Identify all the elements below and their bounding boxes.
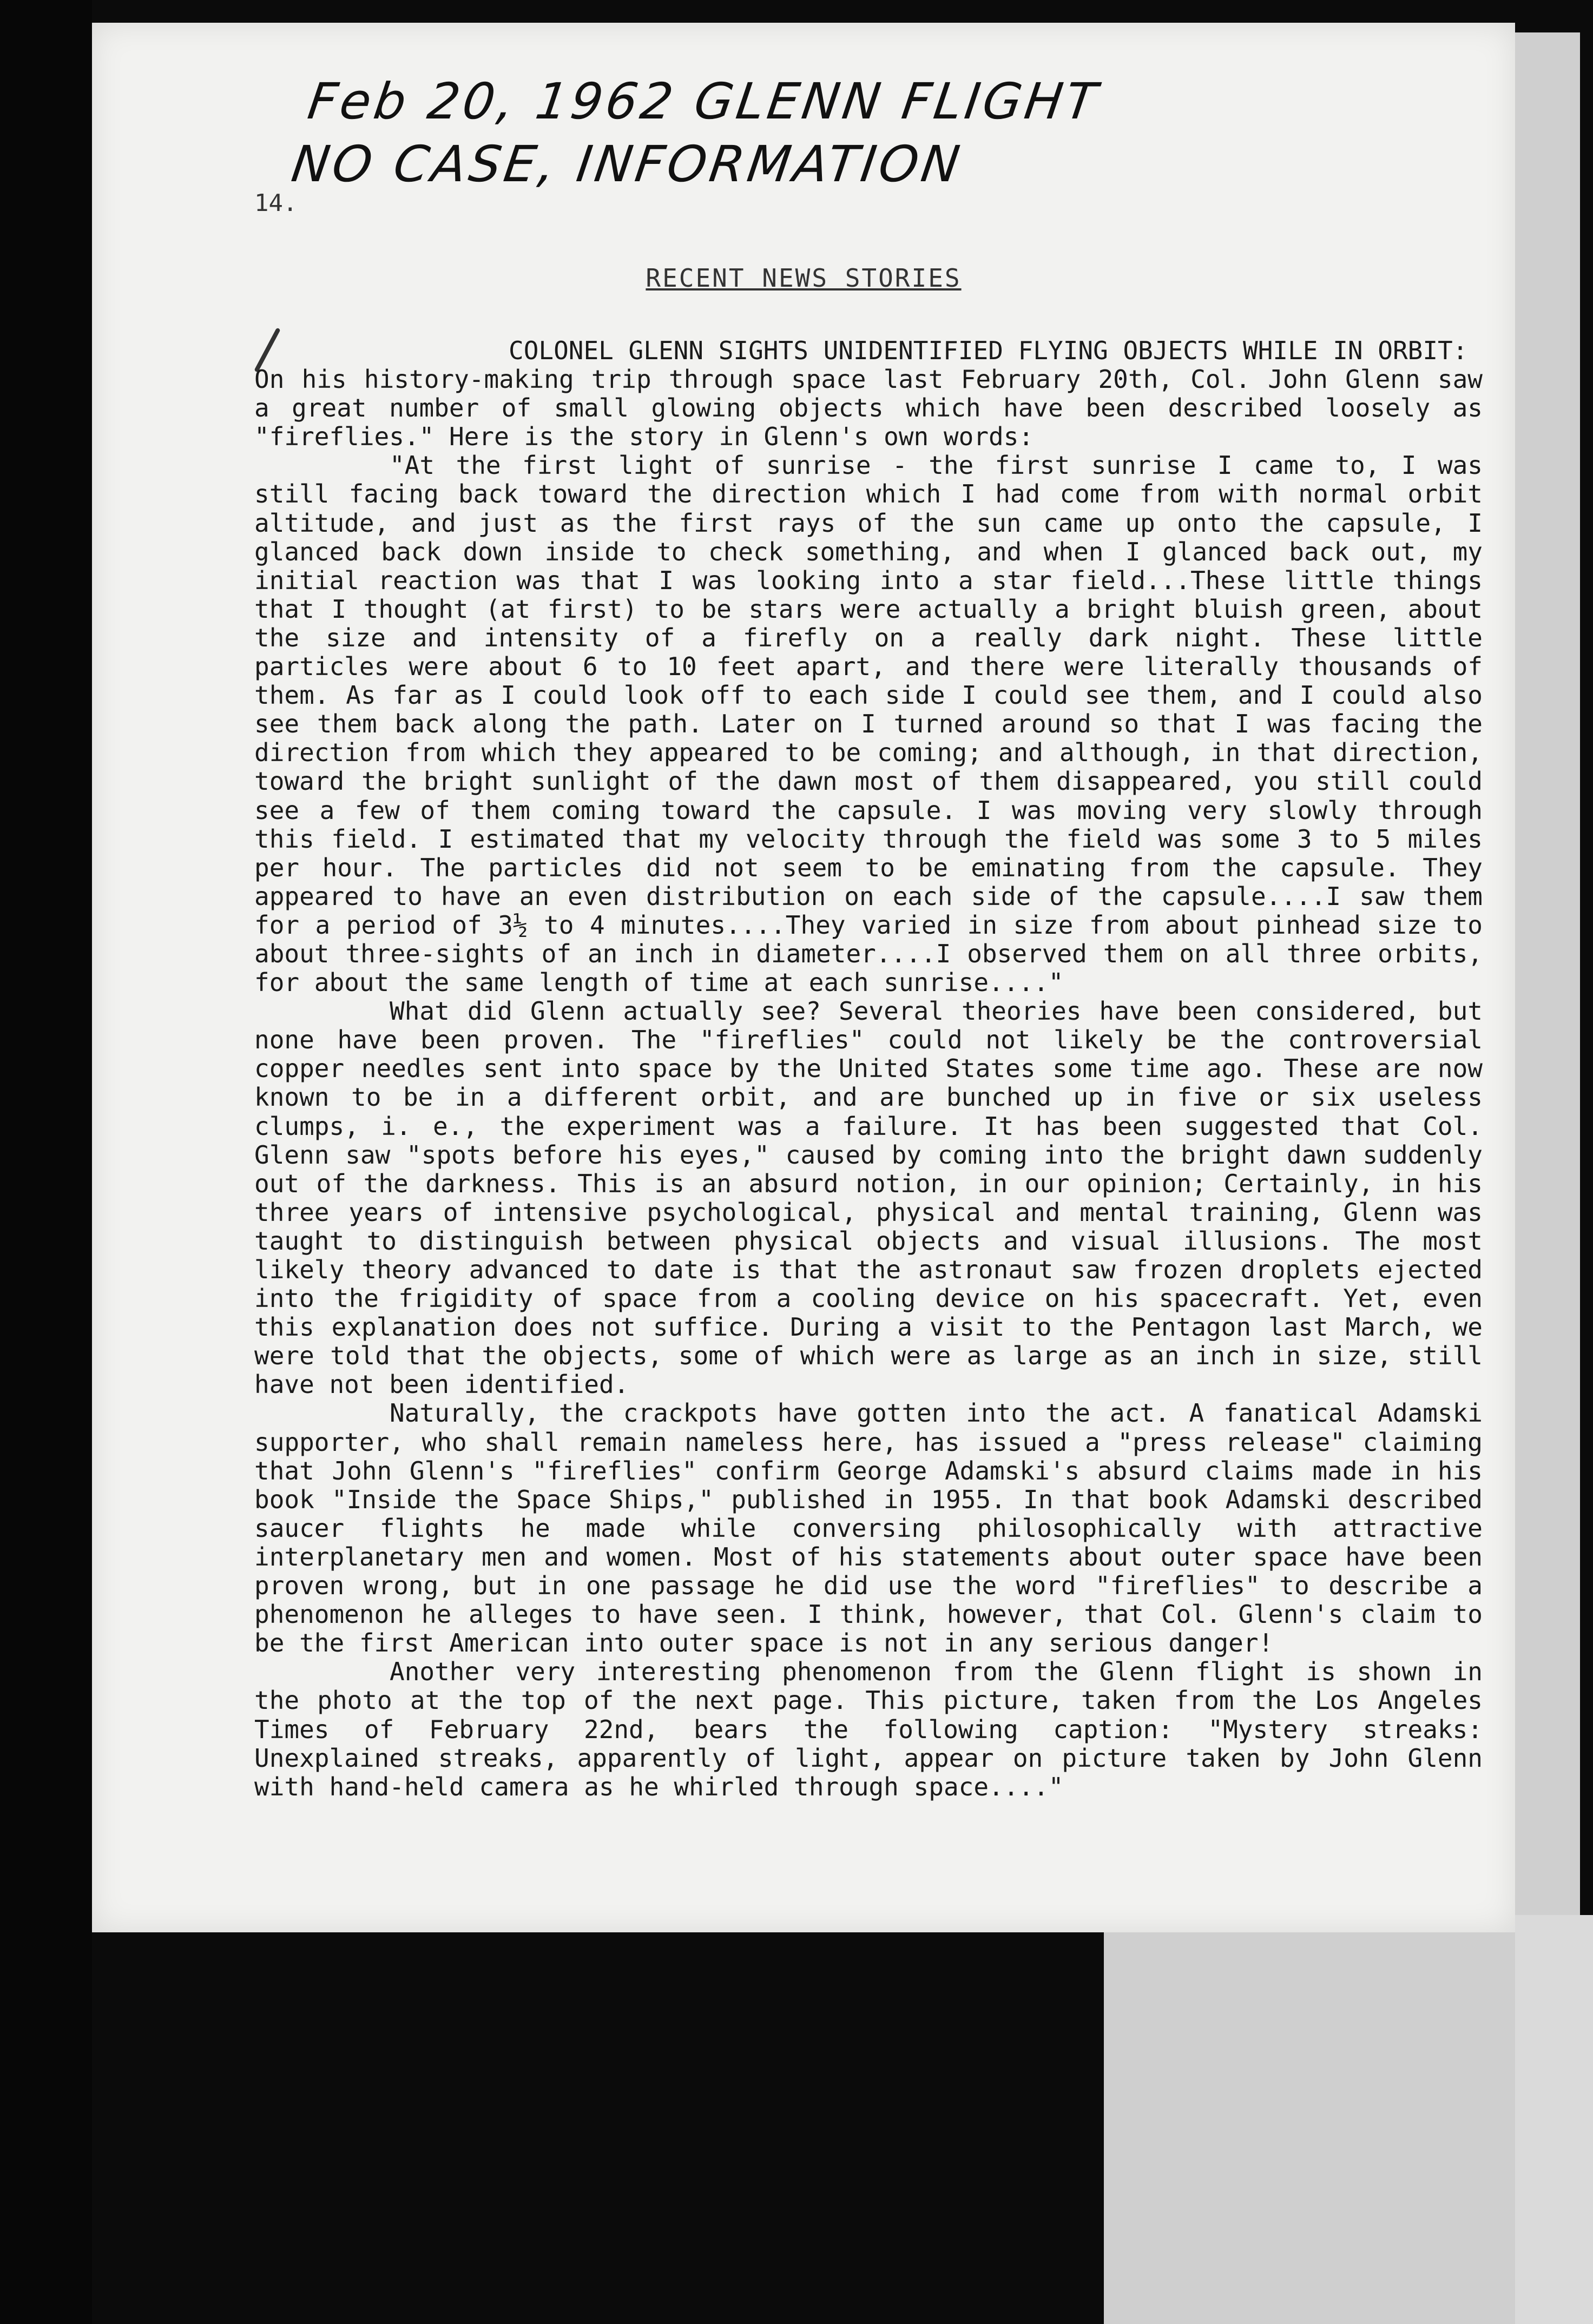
article-paragraph-quote: "At the first light of sunrise - the first sunrise I came to, I was still facing back toward the direction which I had come from with normal orbit altitude, and just as the first rays of the sun came up onto the capsule, I glanced back down inside to check something, and when I glanced back out, my initial reaction was that I was looking into a star field...These little things that I thought (at first) to be stars were actually a bright bluish green, about the size and intensity of a firefly on a really dark night. These little particles were about 6 to 10 feet apart, and there were literally thousands of them. As far as I could look off to each side I could see them, and I could also see them back along the path. Later on I turned around so that I was facing the direction from which they appeared to be coming; and although, in that direction, toward the bright sunlight of the dawn most of them disappeared, you still could see a few of them coming toward the capsule. I was moving very slowly through this field. I estimated that my velocity through the field was some 3 to 5 miles per hour. The particles did not seem to be eminating from the capsule. They appeared to have an even distribution on each side of the capsule....I saw them for a period of 3½ to 4 minutes....They varied in size from about pinhead size to about three-sights of an inch in diameter....I observed them on all three orbits, for about the same length of time at each sunrise...." <box>254 451 1483 998</box>
article-paragraph-photo: Another very interesting phenomenon from the Glenn flight is shown in the photo at the top of the next page. This picture, taken from the Los Angeles Times of February 22nd, bears the following caption: "Mystery streaks: Unexplained streaks, apparently of light, appear on picture taken by John Glenn with hand-held camera as he whirled through space...." <box>254 1657 1483 1801</box>
scan-border <box>0 0 92 2324</box>
section-heading: RECENT NEWS STORIES <box>646 263 962 293</box>
page-number: 14. <box>254 189 298 217</box>
article-paragraph-intro <box>254 336 1483 451</box>
article-lead-text: On his history-making trip through space last February 20th, Col. John Glenn saw a great number of small glowing objects which have been described loosely as "fireflies." Here is the story in Glenn's own words: <box>254 365 1483 452</box>
article-title: COLONEL GLENN SIGHTS UNIDENTIFIED FLYING OBJECTS WHILE IN ORBIT: <box>509 336 1468 365</box>
handwritten-date-note: Feb 20, 1962 GLENN FLIGHT <box>304 72 1104 130</box>
article-paragraph-theories: What did Glenn actually see? Several theories have been considered, but none have been proven. The "fireflies" could not likely be the controversial copper needles sent into space by the United States some time ago. These are now known to be in a different orbit, and are bunched up in five or six useless clumps, i. e., the experiment was a failure. It has been suggested that Col. Glenn saw "spots before his eyes," caused by coming into the bright dawn suddenly out of the darkness. This is an absurd notion, in our opinion; Certainly, in his three years of intensive psychological, physical and mental training, Glenn was taught to distinguish between physical objects and visual illusions. The most likely theory advanced to date is that the astronaut saw frozen droplets ejected into the frigidity of space from a cooling device on his spacecraft. Yet, even this explanation does not suffice. During a visit to the Pentagon last March, we were told that the objects, some of which were as large as an inch in size, still have not been identified. <box>254 996 1483 1399</box>
article-paragraph-adamski: Naturally, the crackpots have gotten into the act. A fanatical Adamski supporter, who shall remain nameless here, has issued a "press release" claiming that John Glenn's "fireflies" confirm George Adamski's absurd claims made in his book "Inside the Space Ships," published in 1955. In that book Adamski described saucer flights he made while conversing philosophically with attractive interplanetary men and women. Most of his statements about outer space have been proven wrong, but in one passage he did use the word "fireflies" to describe a phenomenon he alleges to have seen. I think, however, that Col. Glenn's claim to be the first American into outer space is not in any serious danger! <box>254 1398 1483 1658</box>
document-page <box>92 23 1515 1932</box>
handwritten-case-note: NO CASE, INFORMATION <box>288 135 966 193</box>
article-body <box>254 336 1483 1801</box>
underlying-sheet-lower <box>1515 1915 1593 2324</box>
